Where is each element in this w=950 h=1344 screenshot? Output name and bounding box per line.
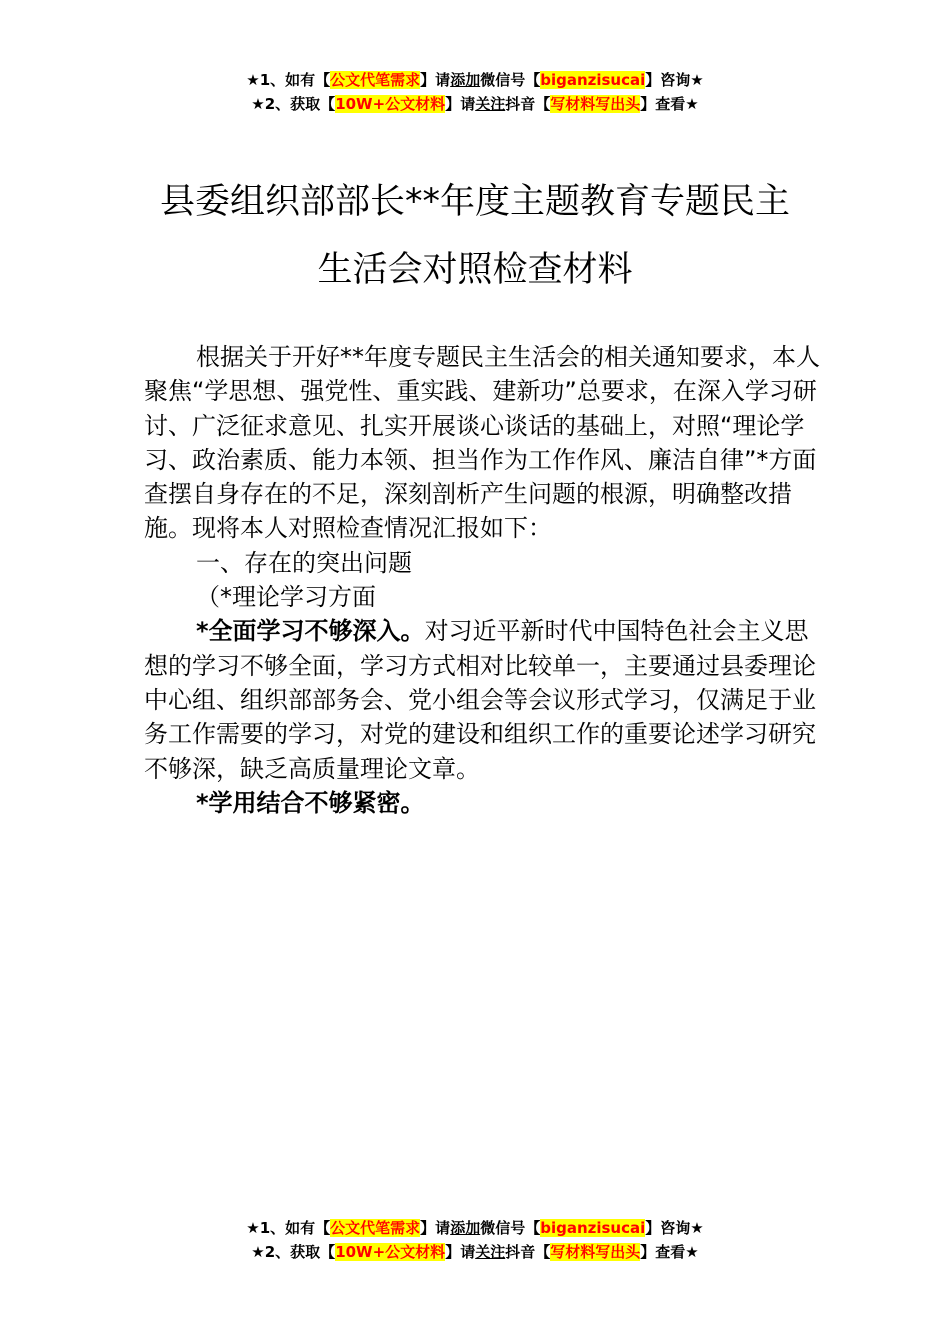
- banner-text: 】请: [445, 95, 476, 113]
- intro-paragraph: 根据关于开好**年度专题民主生活会的相关通知要求，本人聚焦“学思想、强党性、重实践、建新功”总要求，在深入学习研讨、广泛征求意见、扎实开展谈心谈话的基础上，对照“理论学习、政治素质、能力本领、担当作为工作作风、廉洁自律”*方面查摆自身存在的不足，深刻剖析产生问题的根源，明确整改措施。现将本人对照检查情况汇报如下：: [144, 343, 820, 543]
- document-title: [0, 168, 950, 304]
- banner-line-2: [0, 92, 950, 116]
- banner-text: 抖音【: [505, 95, 551, 113]
- banner-line-1: [0, 1216, 950, 1240]
- banner-text: ★1、如有【: [246, 71, 331, 89]
- document-body: [144, 340, 824, 820]
- banner-line-1: [0, 68, 950, 92]
- banner-highlight: 公文代笔需求: [330, 1219, 421, 1237]
- banner-underline: 添加: [450, 1219, 481, 1237]
- point-title: *学用结合不够紧密。: [196, 788, 425, 817]
- banner-highlight: 写材料写出头: [550, 1243, 641, 1261]
- banner-text: ★2、获取【: [251, 1243, 336, 1261]
- banner-highlight: 10W+公文材料: [335, 1243, 446, 1261]
- banner-text: 】咨询★: [645, 1219, 704, 1237]
- banner-highlight: biganzisucai: [540, 71, 646, 89]
- point-paragraph: [144, 614, 824, 785]
- title-line-2: 生活会对照检查材料: [317, 250, 633, 290]
- banner-text: 】请: [420, 1219, 451, 1237]
- banner-highlight: 10W+公文材料: [335, 95, 446, 113]
- banner-text: ★1、如有【: [246, 1219, 331, 1237]
- banner-text: 微信号【: [480, 1219, 541, 1237]
- banner-text: 微信号【: [480, 71, 541, 89]
- banner-underline: 关注: [475, 95, 506, 113]
- banner-text: 抖音【: [505, 1243, 551, 1261]
- banner-highlight: biganzisucai: [540, 1219, 646, 1237]
- section-heading: 一、存在的突出问题: [196, 548, 412, 577]
- point-text: 对习近平新时代中国特色社会主义思想的学习不够全面，学习方式相对比较单一，主要通过县委理论中心组、组织部部务会、党小组会等会议形式学习，仅满足于业务工作需要的学习，对党的建设和组织工作的重要论述学习研究不够深，缺乏高质量理论文章。: [144, 617, 816, 783]
- banner-text: ★2、获取【: [251, 95, 336, 113]
- banner-text: 】请: [445, 1243, 476, 1261]
- banner-text: 】查看★: [640, 95, 699, 113]
- banner-text: 】查看★: [640, 1243, 699, 1261]
- bottom-banner: [0, 1216, 950, 1264]
- title-line-1: 县委组织部部长**年度主题教育专题民主: [159, 182, 790, 222]
- point-title: *全面学习不够深入。: [196, 617, 425, 646]
- banner-underline: 添加: [450, 71, 481, 89]
- banner-line-2: [0, 1240, 950, 1264]
- subsection-heading: （*理论学习方面: [196, 583, 376, 612]
- banner-highlight: 公文代笔需求: [330, 71, 421, 89]
- banner-text: 】请: [420, 71, 451, 89]
- banner-text: 】咨询★: [645, 71, 704, 89]
- banner-underline: 关注: [475, 1243, 506, 1261]
- top-banner: [0, 68, 950, 116]
- banner-highlight: 写材料写出头: [550, 95, 641, 113]
